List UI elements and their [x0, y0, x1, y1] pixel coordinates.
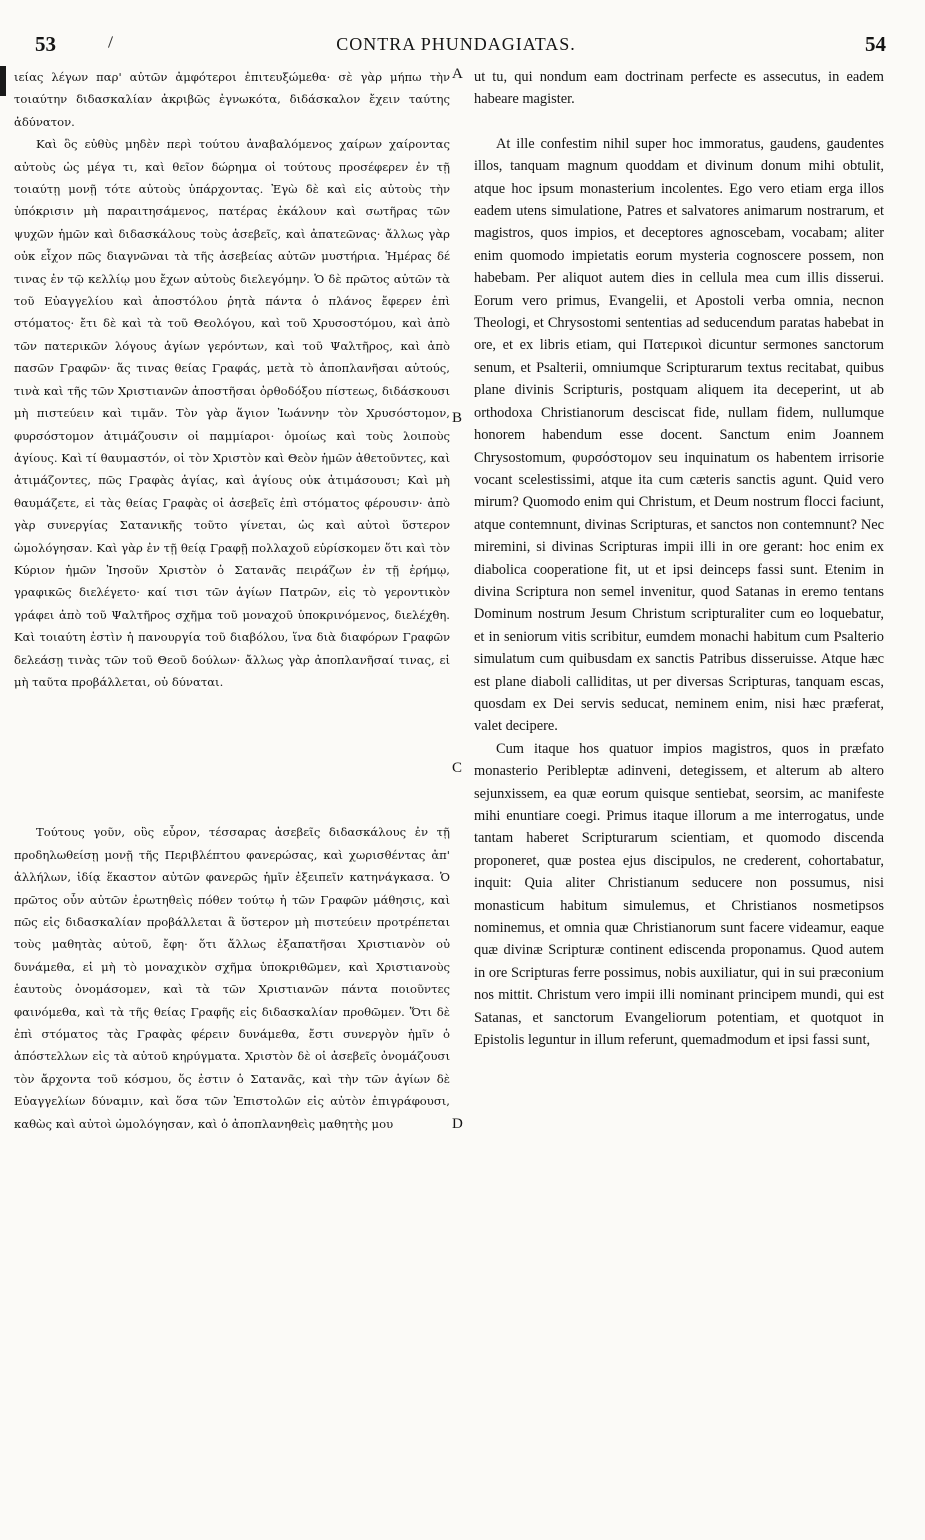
latin-paragraph-3: Cum itaque hos quatuor impios magistros, quos in præfato monasterio Peribleptæ adinveni, detegissem, et alterum ab altero sejunxissem, ea quæ eorum quisque sentiebat, seorsim, ac manifeste mihi enuntiare coegi. Primus itaque illorum a me interrogatus, unde tantam haberet Scripturarum scientiam, et quomodo discenda proponeret, quæ postea ejus discipulos, ne crederent, cohortabatur, inquit: Quia aliter Christianum seducere non possumus, nisi monasticum habitum simulemus, et Christianos nosmetipsos nominemus, et omnia quæ Christianorum sunt facere videamur, eaque quæ divinæ Scripturæ continent ediscenda proponamus. Quod autem in ore Scripturas ferre possimus, nobis auxiliatur, qui in sui præconium nos mittit. Christum vero impii illi nominant principem mundi, qui est Satanas, et sanctorum Evangeliorum potentiam, et quotquot in Epistolis leguntur in illum referunt, quemadmodum et ipsi fassi sunt,: [474, 740, 884, 1049]
margin-marker-b: B: [452, 410, 463, 426]
margin-marker-d: D: [452, 1116, 463, 1132]
greek-paragraph-3: Τούτους γοῦν, οὓς εὗρον, τέσσαρας ἀσεβεῖς διδασκάλους ἐν τῇ προδηλωθείσῃ μονῇ τῆς Περιβλέπτου φανερώσας, καὶ χωρισθέντας ἀπ' ἀλλήλων, ἰδίᾳ ἕκαστον αὐτῶν φανερῶς ἡμῖν ἐξειπεῖν κατηνάγκασα. Ὁ πρῶτος οὖν αὐτῶν ἐρωτηθεὶς πόθεν τούτῳ ἡ τῶν Γραφῶν μάθησις, καὶ πῶς εἰς διδασκαλίαν προβάλλεται ἃ ὕστερον μὴ πιστεύειν προτρέπεται τοὺς μαθητὰς αὐτοῦ, ἔφη· ὅτι ἄλλως ἐξαπατῆσαι Χριστιανὸν οὐ δυνάμεθα, εἰ μὴ τὸ μοναχικὸν σχῆμα ὑποκριθῶμεν, καὶ Χριστιανοὺς ἑαυτοὺς ὀνομάσομεν, καὶ τὰ τῶν Χριστιανῶν πάντα ποιοῦντες φαινόμεθα, καὶ τὰ τῆς θείας Γραφῆς εἰς διδασκαλίαν προθῶμεν. Ὅτι δὲ ἐπὶ στόματος τὰς Γραφὰς φέρειν δυνάμεθα, ἔστι συνεργὸν ἡμῖν ὁ ἀπόστελλων εἰς τὰ αὐτοῦ κηρύγματα. Χριστὸν δὲ οἱ ἀσεβεῖς ὀνομάζουσι τὸν ἄρχοντα τοῦ κόσμου, ὅς ἐστιν ὁ Σατανᾶς, καὶ τὴν τῶν ἁγίων δὲ Εὐαγγελίων δύναμιν, καὶ ὅσα τῶν Ἐπιστολῶν εἰς αὐτὸν ἐπιγράφουσι, καθὼς καὶ αὐτοὶ ὡμολόγησαν, καὶ ὁ ἀποπλανηθεὶς μαθητὴς μου: [14, 825, 450, 1131]
paragraph-spacer: [474, 111, 884, 133]
running-title: CONTRA PHUNDAGIATAS.: [336, 34, 576, 54]
column-spacer: [14, 693, 450, 821]
greek-column: [14, 66, 450, 1135]
page-header: [30, 32, 886, 58]
margin-marker-c: C: [452, 760, 463, 776]
left-page-number: 53: [35, 32, 56, 56]
margin-marker-a: A: [452, 66, 463, 82]
greek-paragraph-2: Καὶ ὃς εὐθὺς μηδὲν περὶ τούτου ἀναβαλόμενος χαίρων χαίροντας αὐτοὺς ὡς μέγα τι, καὶ θεῖον δώρημα οἱ τούτους προσέφερεν ἐν τῇ τοιαύτῃ μονῇ τότε αὐτοὺς ὑπάρχοντας. Ἐγὼ δὲ καὶ εἰς αὐτοὺς τὴν ὑπόκρισιν μὴ παραιτησάμενος, πατέρας ἐκάλουν καὶ σωτῆρας τῶν ψυχῶν ἡμῶν καὶ διδασκάλους τοὺς ἀσεβεῖς, καὶ ἀπατεῶνας· ἄλλως γὰρ οὐκ εἶχον πῶς διαγνῶναι τὰ τῆς ἀσεβείας αὐτῶν μυστήρια. Ἡμέρας δέ τινας ἐν τῷ κελλίῳ μου ἔχων αὐτοὺς διελεγόμην. Ὁ δὲ πρῶτος αὐτῶν τὰ τοῦ Εὐαγγελίου καὶ ἀποστόλου ῥητὰ πάντα ὁ πλάνος ἔφερεν ἐπὶ στόματος· ἔτι δὲ καὶ τὰ τοῦ Θεολόγου, καὶ τοῦ Χρυσοστόμου, καὶ ἀπὸ τῶν πατερικῶν λόγους ἁγίων γερόντων, καὶ τοῦ Ψαλτῆρος, καὶ ἀπὸ πασῶν Γραφῶν· ἅς τινας θείας Γραφάς, μετὰ τὸ ἀποπλανῆσαι αὐτούς, τινὰ καὶ τῆς τῶν Χριστιανῶν ἀποστῆσαι ὀρθοδόξου πίστεως, διδάσκουσι μὴ πιστεύειν καὶ τιμᾶν. Τὸν γὰρ ἅγιον Ἰωάννην τὸν Χρυσόστομον, φυρσόστομον ἀτιμάζουσιν οἱ παμμίαροι· ὁμοίως καὶ τοὺς λοιποὺς ἁγίους. Καὶ τί θαυμαστόν, οἱ τὸν Χριστὸν καὶ Θεὸν ἡμῶν ἀθετοῦντες, καὶ ἀτιμάζοντες, πῶς Γραφὰς ἁγίας, καὶ ἁγίους οὐκ ἀτιμάσουσι; Καὶ μὴ θαυμάζετε, εἰ τὰς θείας Γραφὰς οἱ ἀσεβεῖς ἐπὶ στόματος φέρουσιν· ἀπὸ γὰρ συνεργίας Σατανικῆς τοῦτο γίνεται, ὡς καὶ αὐτοὶ ὕστερον ὡμολόγησαν. Καὶ γὰρ ἐν τῇ θείᾳ Γραφῇ πολλαχοῦ εὑρίσκομεν ὅτι καὶ τὸν Κύριον ἡμῶν Ἰησοῦν Χριστὸν ὁ Σατανᾶς πειράζων ἐν τῇ ἐρήμῳ, γραφικῶς διελέγετο· καί τισι τῶν ἁγίων Πατρῶν, εἰς τὸ γεροντικὸν γράφει ἀπὸ τοῦ Ψαλτῆρος σχῆμα τοῦ μοναχοῦ ὑποκρινόμενος, διελέχθη. Καὶ τοιαύτη ἐστὶν ἡ πανουργία τοῦ διαβόλου, ἵνα διὰ διαφόρων Γραφῶν δελεάσῃ τινὰς τῶν τοῦ Θεοῦ δούλων· ἄλλως γὰρ ἀποπλανῆσαί τινας, εἰ μὴ ταῦτα προβάλλεται, οὐ δύναται.: [14, 137, 450, 689]
right-page-number: 54: [865, 32, 886, 56]
greek-paragraph-1: ιείας λέγων παρ' αὐτῶν ἀμφότεροι ἐπιτευξώμεθα· σὲ γὰρ μήπω τὴν τοιαύτην διδασκαλίαν ἀκριβῶς ἐγνωκότα, διδάσκαλον ἔχειν ταύτης ἀδύνατον.: [14, 70, 450, 129]
latin-paragraph-2: At ille confestim nihil super hoc immoratus, gaudens, gaudentes illos, tanquam magnum quoddam et divinum donum mihi obtulit, atque hoc ipsum monasterium incolentes. Ego vero etiam erga illos eadem utens simulatione, Patres et salvatores animarum nostrarum, et magistros, quos impios, et deceptores agnoscebam, vocabam; aliter enim quomodo impietatis eorum mysteria cognoscere possem, non habebam. Per aliquot autem dies in cellula mea cum illis disserui. Eorum vero primus, Evangelii, et Apostoli verba omnia, necnon Theologi, et Chrysostomi sententias ad seducendum paratas habebat in ore, et ex libris etiam, qui Πατερικοὶ dicuntur sermones sanctorum senum, et Psalterii, omniumque Scripturarum textus recitabat, quibus plane divinis Scripturis, postquam aliquem ita deceperint, ut ab orthodoxa Christianorum desciscat fide, nullam fidem, nullumque honorem habendum esse docent. Sanctum enim Joannem Chrysostomum, φυρσόστομον seu inquinatum os habentem irrisorie vocant scelestissimi, atque ita cum cæteris sanctis agunt. Quid vero mirum? Quomodo enim qui Christum, et Deum nostrum flocci faciunt, atque contemnunt, divinas Scripturas, et sanctos non contemnunt? Nec miremini, si divinas Scripturas impii illi in ore gerant: hoc enim ex diabolica cooperatione fit, ut et ipsi deinceps fassi sunt. Etenim in divina Scriptura non semel invenitur, quod Satanas in eremo tentans Dominum nostrum Jesum Christum scripturaliter cum eo loquebatur, et in seniorum vitis scribitur, eumdem monachi habitum cum Psalterio simulatum cum quibusdam ex sanctis Patribus disseruisse. Atque hæc est plane diaboli calliditas, ut per diversas Scripturas, tanquam escas, quosdam ex Dei servis seducat, neminem enim, nisi hæc præferat, valet decipere.: [474, 135, 884, 735]
margin-edge-mark: [0, 66, 6, 96]
latin-column: [474, 66, 884, 1051]
latin-paragraph-1: ut tu, qui nondum eam doctrinam perfecte es assecutus, in eadem habeare magister.: [474, 69, 884, 108]
